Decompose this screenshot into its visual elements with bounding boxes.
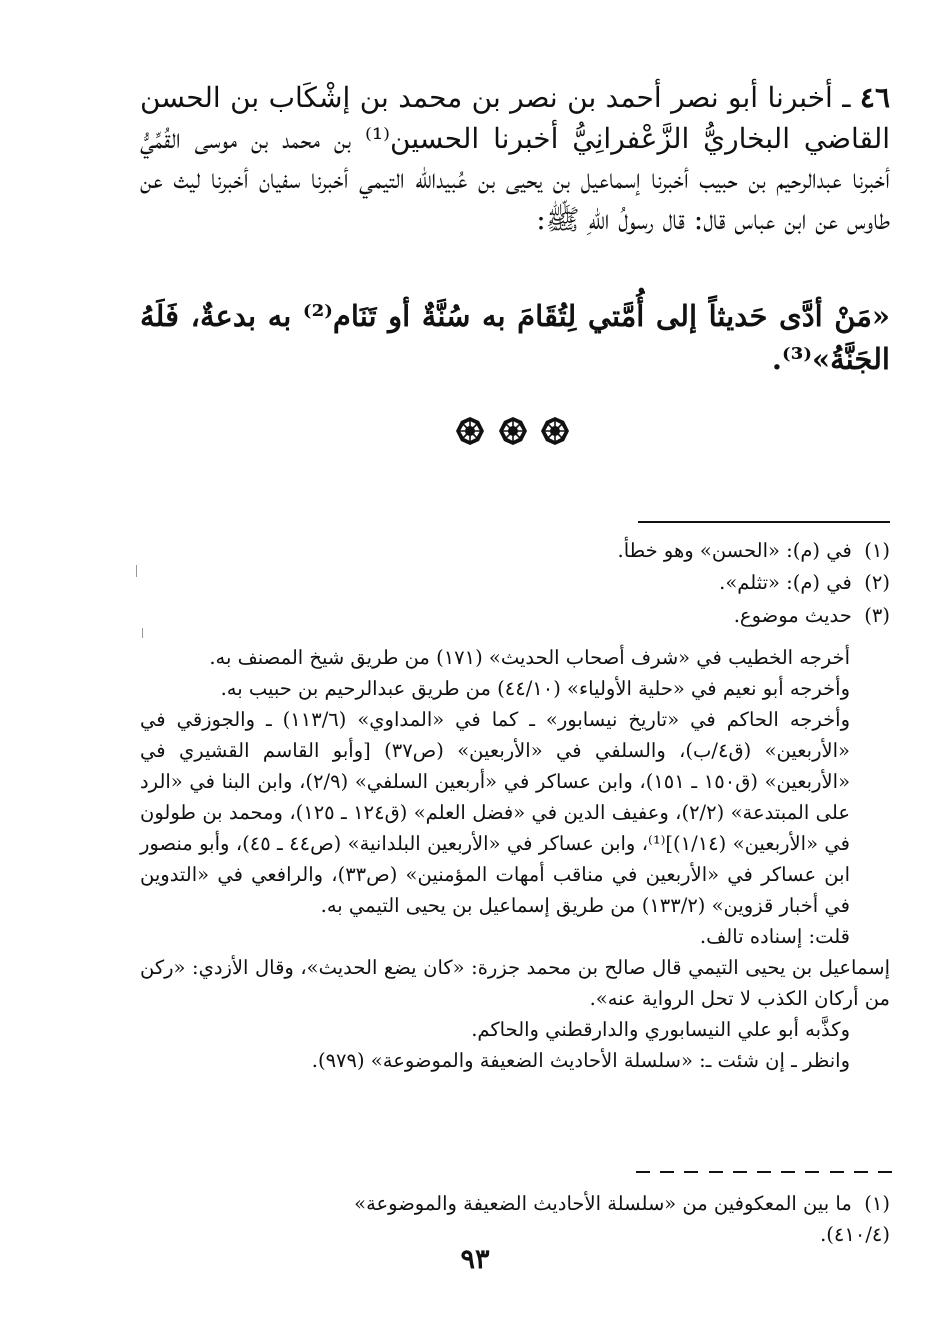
isnad-text: ـ أخبرنا أبو نصر أحمد بن نصر بن محمد بن إشْكَاب بن الحسن القاضي البخاريُّ الزَّعْفرانِيُّ أخبرنا الحسين⁽¹⁾ بن محمد بن موسى القُمِّيُّ أخبرنا عبدالرحيم بن حبيب أخبرنا إسماعيل بن يحيى بن عُبيدالله التيمي أخبرنا سفيان أخبرنا ليث عن طاوس عن ابن عباس قال: قال رسولُ اللّهِ ﷺ: [140,81,890,236]
ornament-icon [498,416,528,446]
note-paragraph: إسماعيل بن يحيى التيمي قال صالح بن محمد جزرة: «كان يضع الحديث»، وقال الأزدي: «ركن من أركان الكذب لا تحل الرواية عنه». [140,956,890,1010]
footnote-text: ما بين المعكوفين من «سلسلة الأحاديث الضعيفة والموضوعة» (٤١٠/٤). [354,1192,890,1246]
section-divider-ornaments [455,414,570,448]
footnote-3 [300,600,890,631]
scan-speck [136,565,137,577]
isnad-paragraph [140,78,890,240]
footnote-mark: (١) [864,1192,890,1215]
takhrij-notes [140,642,890,1076]
footnote-2 [300,567,890,598]
note-paragraph: وأخرجه الحاكم في «تاريخ نيسابور» ـ كما في «المداوي» (١١٣/٦) ـ والجوزقي في «الأربعين» (ق٤/ب)، والسلفي في «الأربعين» (ص٣٧) [وأبو القاسم القشيري في «الأربعين» (ق١٥٠ ـ ١٥١)، وابن عساكر في «أربعين السلفي» (٢/٩)، وابن البنا في «الرد على المبتدعة» (٢/٢)، وعفيف الدين في «فضل العلم» (ق١٢٤ ـ ١٢٥)، ومحمد بن طولون في «الأربعين» (١/١٤)]⁽¹⁾، وابن عساكر في «الأربعين البلدانية» (ص٤٤ ـ ٤٥)، وأبو منصور ابن عساكر في «الأربعين في مناقب أمهات المؤمنين» (ص٣٣)، والرافعي في «التدوين في أخبار قزوين» (١٣٣/٢) من طريق إسماعيل بن يحيى التيمي به. [140,708,850,917]
hadith-text: «مَنْ أدَّى حَديثاً إلى أُمَّتي لِتُقَامَ به سُنَّةٌ أو تَنَام⁽²⁾ به بدعةٌ، فَلَهُ الجَنَّةُ»⁽³⁾. [140,299,890,376]
hadith-number: ٤٦ [859,81,890,114]
ornament-icon [455,416,485,446]
scan-speck [142,628,143,638]
note-paragraph: وأخرجه أبو نعيم في «حلية الأولياء» (٤٤/١٠) من طريق عبدالرحيم بن حبيب به. [220,677,850,700]
footnote-text: في (م): «الحسن» وهو خطأ. [617,539,852,562]
footnote-mark: (٣) [864,604,890,627]
footnote-text: حديث موضوع. [733,604,852,627]
note-paragraph: أخرجه الخطيب في «شرف أصحاب الحديث» (١٧١) من طريق شيخ المصنف به. [209,646,850,669]
subfootnote-separator [636,1171,892,1175]
ornament-icon [540,416,570,446]
footnote-1 [300,535,890,566]
footnote-mark: (١) [864,539,890,562]
footnote-separator [638,521,890,523]
footnote-text: في (م): «تثلم». [719,571,852,594]
subfootnote [300,1188,890,1250]
footnote-mark: (٢) [864,571,890,594]
note-paragraph: قلت: إسناده تالف. [699,925,850,948]
page-number: ٩٣ [460,1244,490,1275]
note-paragraph: وكذَّبه أبو علي النيسابوري والدارقطني والحاكم. [471,1018,850,1041]
note-paragraph: وانظر ـ إن شئت ـ: «سلسلة الأحاديث الضعيفة والموضوعة» (٩٧٩). [311,1049,850,1072]
